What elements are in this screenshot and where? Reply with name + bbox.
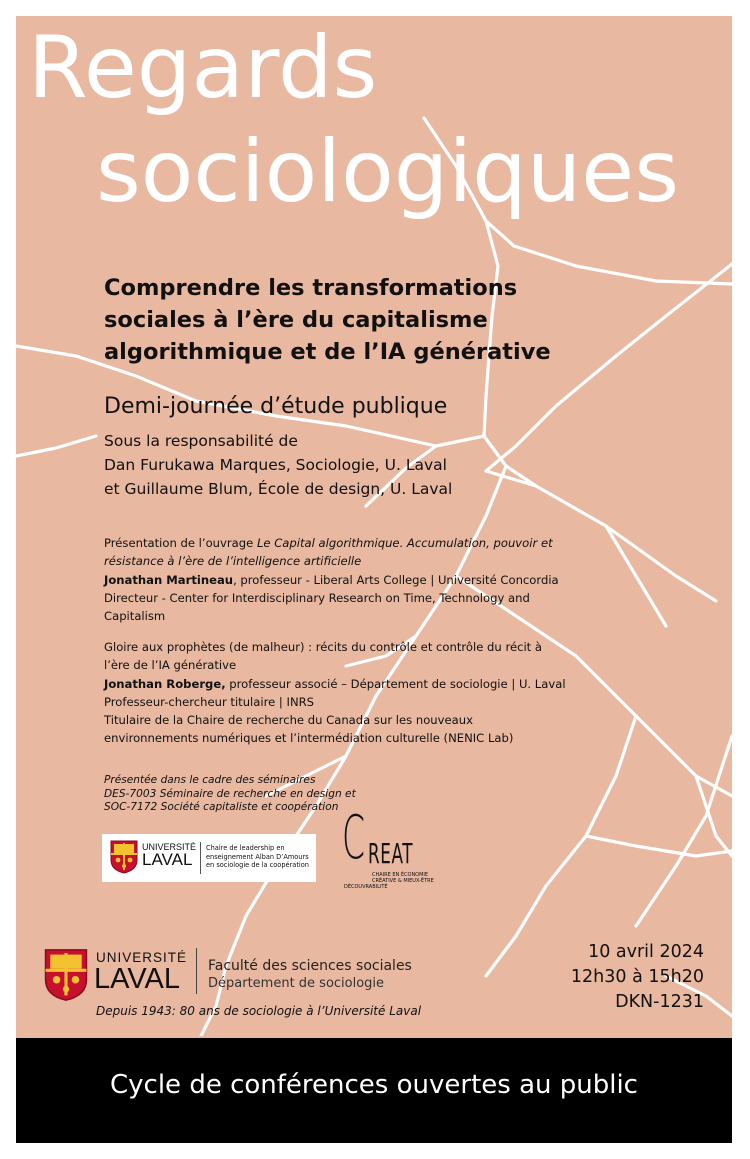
talk-2-speaker-name: Jonathan Roberge, [104,676,226,691]
responsible-person-1: Dan Furukawa Marques, Sociologie, U. Laval [104,456,447,474]
seminar-line-3: SOC-7172 Société capitaliste et coopération [104,801,339,813]
talk-1-intro: Présentation de l’ouvrage [104,536,257,550]
talk-2-speaker-role: professeur associé – Département de sociologie | U. Laval [225,676,566,691]
talk-2-role-4: environnements numériques et l’intermédiation culturelle (NENIC Lab) [104,731,514,746]
talk-2-title: Gloire aux prophètes (de malheur) : récits du contrôle et contrôle du récit à [104,640,543,654]
event-date: 10 avril 2024 [588,942,704,962]
heading-line-3: algorithmique et de l’IA générative [104,339,551,365]
talk-1-book-title: Le Capital algorithmique. Accumulation, pouvoir et [256,536,553,550]
faculty-logo-laval: LAVAL [94,963,180,995]
responsibility-intro: Sous la responsabilité de [104,432,298,450]
event-time: 12h30 à 15h20 [570,967,704,987]
talk-1-speaker-name: Jonathan Martineau [104,572,234,587]
event-heading [104,272,704,368]
chair-logo-divider [200,842,201,874]
title-line-2: sociologiques [96,122,680,222]
creat-tagline [344,872,434,890]
seminar-note [104,774,356,815]
laval-shield-icon [110,840,138,874]
title-line-1: Regards [28,18,378,118]
seminar-line-2: DES-7003 Séminaire de recherche en design et [104,787,356,800]
since-tagline: Depuis 1943: 80 ans de sociologie à l’Université Laval [96,1004,422,1018]
creat-logo [342,803,452,898]
seminar-line-1: Présentée dans le cadre des séminaires [104,774,316,786]
talk-1 [104,534,664,625]
responsibility-block [104,429,452,501]
talk-1-book-title-cont: résistance à l’ère de l’intelligence artificielle [104,554,362,569]
creat-tagline-3: DÉCOUVRABILITÉ [344,884,388,890]
faculty-logo-divider [196,948,197,994]
talk-2-role-2: Professeur-chercheur titulaire | INRS [104,694,315,709]
talk-1-affiliation: Directeur - Center for Interdisciplinary Research on Time, Technology and [104,590,530,605]
creat-letters: REAT [368,837,414,870]
laval-shield-icon [44,948,88,1002]
footer-bar [16,1038,732,1143]
event-room: DKN-1231 [615,992,704,1012]
talk-1-speaker-role: , professeur - Liberal Arts College | Université Concordia [233,572,559,587]
creat-tagline-1: CHAIRE EN ÉCONOMIE [372,872,429,878]
talk-2-role-3: Titulaire de la Chaire de recherche du Canada sur les nouveaux [104,713,473,728]
chair-line-3: en sociologie de la coopération [206,861,309,869]
faculty-logo-university: UNIVERSITÉ [96,950,188,965]
chair-logo-university: UNIVERSITÉ [142,842,197,852]
chair-logo-text [206,844,309,870]
heading-line-2: sociales à l’ère du capitalisme [104,307,488,333]
talk-2 [104,638,664,748]
creat-tagline-2: CRÉATIVE & MIEUX-ÊTRE [372,878,434,884]
chair-leadership-logo [102,834,316,882]
chair-logo-laval: LAVAL [142,850,193,869]
creat-letter-c: C [342,803,366,873]
event-subtitle: Demi-journée d’étude publique [104,394,448,419]
faculty-name: Faculté des sciences sociales [208,958,412,974]
department-name: Département de sociologie [208,976,385,991]
responsible-person-2: et Guillaume Blum, École de design, U. Laval [104,480,453,498]
faculty-logo [44,944,412,1008]
talk-2-title-cont: l’ère de l’IA générative [104,658,237,673]
chair-line-1: Chaire de leadership en [206,844,285,852]
footer-text: Cycle de conférences ouvertes au public [110,1070,638,1100]
heading-line-1: Comprendre les transformations [104,275,518,301]
talk-1-affiliation-cont: Capitalism [104,609,166,624]
poster [16,16,732,1143]
event-info [571,940,704,1015]
chair-line-2: enseignement Alban D’Amours [206,852,309,861]
